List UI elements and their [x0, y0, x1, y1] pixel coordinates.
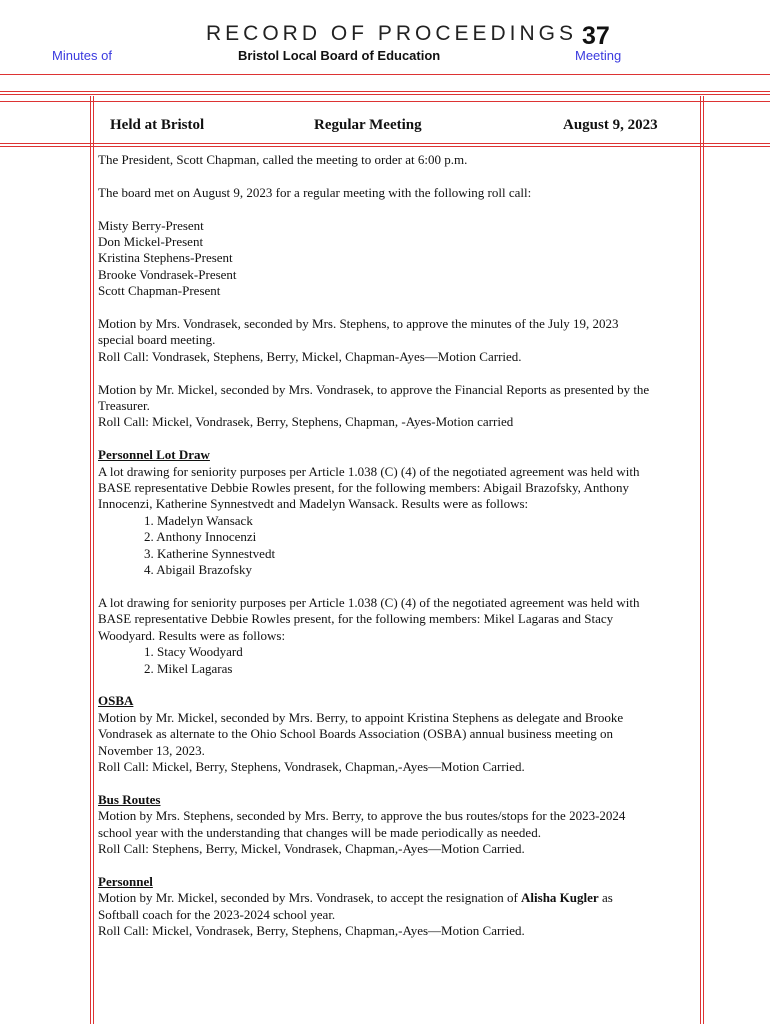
list-item: 2. Mikel Lagaras — [144, 660, 233, 676]
motion-text: school year with the understanding that changes will be made periodically as needed. — [98, 824, 541, 840]
header-rule — [0, 101, 770, 102]
list-item: Scott Chapman-Present — [98, 283, 221, 299]
section-heading: Personnel Lot Draw — [98, 447, 210, 463]
motion-minutes — [98, 316, 693, 365]
motion-text: Softball coach for the 2023-2024 school year. — [98, 906, 336, 922]
list-item: Don Mickel-Present — [98, 234, 204, 249]
motion-text: Motion by Mrs. Vondrasek, seconded by Mrs. Stephens, to approve the minutes of the July 19, 2023 — [98, 316, 619, 332]
motion-text: Vondrasek as alternate to the Ohio School Boards Association (OSBA) annual business meeting on — [98, 726, 613, 742]
meeting-label: Meeting — [575, 48, 622, 63]
motion-text-part: Motion by Mr. Mickel, seconded by Mrs. Vondrasek, to accept the resignation of — [98, 890, 522, 906]
motion-text: Motion by Mr. Mickel, seconded by Mrs. Berry, to appoint Kristina Stephens as delegate and Brooke — [98, 709, 624, 725]
motion-text-part: as — [598, 890, 613, 906]
list-item: Misty Berry-Present — [98, 217, 204, 233]
section-osba — [98, 693, 693, 775]
board-name: Bristol Local Board of Education — [238, 48, 441, 63]
motion-text — [98, 890, 693, 906]
section-lot-draw-2 — [98, 595, 693, 677]
motion-text: Motion by Mrs. Stephens, seconded by Mrs. Berry, to approve the bus routes/stops for the 2023-2024 — [98, 808, 626, 824]
roll-call-vote: Roll Call: Mickel, Berry, Stephens, Vondrasek, Chapman,-Ayes—Motion Carried. — [98, 758, 525, 774]
record-title: RECORD OF PROCEEDINGS — [206, 22, 578, 45]
section-heading: Bus Routes — [98, 791, 161, 807]
roll-call-list — [98, 218, 693, 300]
motion-financial — [98, 382, 693, 431]
list-item: 1. Stacy Woodyard — [144, 644, 243, 660]
section-heading: OSBA — [98, 693, 134, 709]
paragraph-line: A lot drawing for seniority purposes per Article 1.038 (C) (4) of the negotiated agreement was held with — [98, 594, 640, 610]
held-at: Held at Bristol — [110, 117, 205, 133]
roll-call-intro: The board met on August 9, 2023 for a regular meeting with the following roll call: — [98, 184, 532, 200]
minutes-body — [98, 152, 693, 956]
meta-rule — [0, 146, 770, 147]
motion-text: November 13, 2023. — [98, 742, 205, 758]
section-lot-draw — [98, 447, 693, 578]
meeting-type: Regular Meeting — [314, 117, 422, 133]
list-item: Brooke Vondrasek-Present — [98, 266, 237, 282]
results-list — [98, 644, 693, 677]
motion-text: special board meeting. — [98, 332, 216, 348]
roll-call-vote: Roll Call: Stephens, Berry, Mickel, Vondrasek, Chapman,-Ayes—Motion Carried. — [98, 840, 525, 856]
section-personnel — [98, 874, 693, 940]
meta-rule — [0, 143, 770, 144]
right-margin-line — [703, 96, 704, 1024]
section-bus-routes — [98, 792, 693, 858]
list-item: 3. Katherine Synnestvedt — [144, 545, 276, 561]
paragraph-line: A lot drawing for seniority purposes per Article 1.038 (C) (4) of the negotiated agreement was held with — [98, 463, 640, 479]
paragraph-line: Woodyard. Results were as follows: — [98, 627, 286, 643]
paragraph-line: BASE representative Debbie Rowles present, for the following members: Abigail Brazofsky, Anthony — [98, 480, 629, 496]
roll-call-vote: Roll Call: Mickel, Vondrasek, Berry, Stephens, Chapman,-Ayes—Motion Carried. — [98, 922, 525, 938]
section-heading: Personnel — [98, 873, 153, 889]
list-item: 2. Anthony Innocenzi — [144, 529, 257, 545]
right-margin-line — [700, 96, 701, 1024]
resignee-name: Alisha Kugler — [521, 890, 599, 906]
header-rule — [0, 74, 770, 75]
roll-call-vote: Roll Call: Mickel, Vondrasek, Berry, Stephens, Chapman, -Ayes-Motion carried — [98, 414, 514, 430]
list-item: 4. Abigail Brazofsky — [144, 562, 252, 578]
motion-text: Motion by Mr. Mickel, seconded by Mrs. Vondrasek, to approve the Financial Reports as presented by the — [98, 381, 650, 397]
list-item: 1. Madelyn Wansack — [144, 512, 253, 528]
list-item: Kristina Stephens-Present — [98, 250, 233, 266]
page-number: 37 — [582, 22, 610, 50]
roll-call-vote: Roll Call: Vondrasek, Stephens, Berry, Mickel, Chapman-Ayes—Motion Carried. — [98, 348, 522, 364]
paragraph-line: BASE representative Debbie Rowles present, for the following members: Mikel Lagaras and Stacy — [98, 611, 614, 627]
left-margin-line — [90, 96, 91, 1024]
header-rule — [0, 91, 770, 92]
call-to-order: The President, Scott Chapman, called the meeting to order at 6:00 p.m. — [98, 152, 468, 167]
header-rule — [0, 94, 770, 95]
minutes-of-label: Minutes of — [52, 48, 112, 63]
left-margin-line — [93, 96, 94, 1024]
motion-text: Treasurer. — [98, 398, 150, 414]
meeting-date: August 9, 2023 — [563, 117, 658, 133]
results-list — [98, 513, 693, 579]
paragraph-line: Innocenzi, Katherine Synnestvedt and Madelyn Wansack. Results were as follows: — [98, 496, 529, 512]
